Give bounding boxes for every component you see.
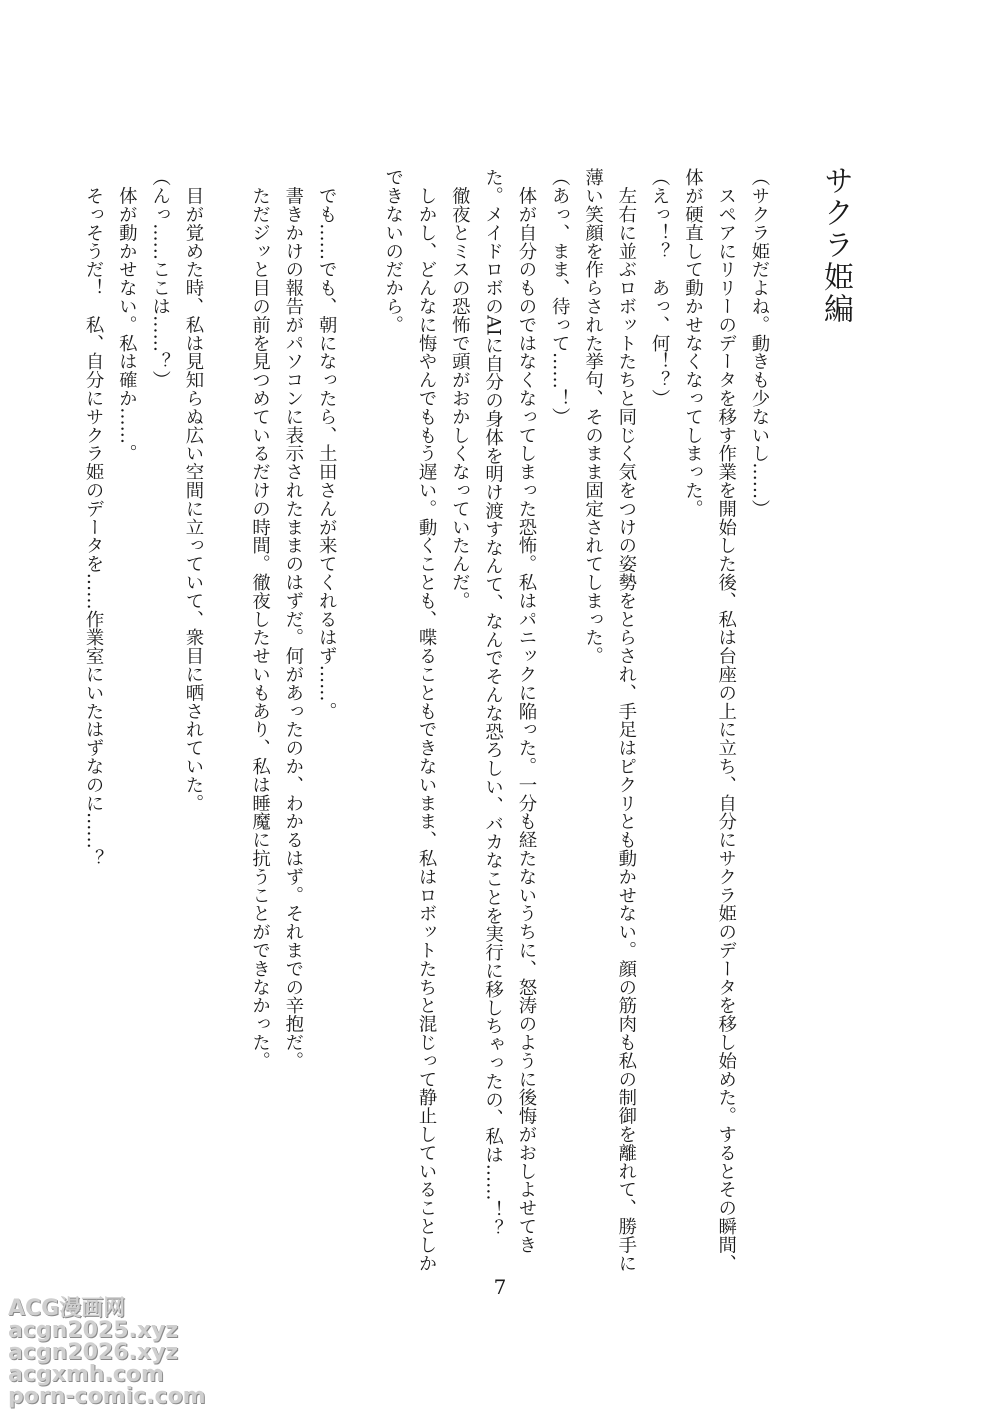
watermark-line: acgn2026.xyz [8, 1340, 179, 1365]
watermark-line: acgxmh.com [8, 1362, 164, 1387]
paragraph: （あっ、まま、待って……！） [549, 168, 571, 426]
paragraph: スペアにリリーのデータを移す作業を開始した後、私は台座の上に立ち、自分にサクラ姫のデータを移し始めた。するとその瞬間、体が硬直して動かせなくなってしまった。 [682, 168, 737, 1272]
paragraph: 左右に並ぶロボットたちと同じく気をつけの姿勢をとらされ、手足はピクリとも動かせない。顔の筋肉も私の制御を離れて、勝手に薄い笑顔を作らされた挙句、そのまま固定されてしまった。 [582, 168, 637, 1272]
paragraph: 目が覚めた時、私は見知らぬ広い空間に立っていて、衆目に晒されていた。 [182, 168, 204, 812]
watermark-line: porn-comic.com [8, 1384, 206, 1409]
paragraph: 徹夜とミスの恐怖で頭がおかしくなっていたんだ。 [449, 168, 471, 610]
paragraph: そっそうだ！ 私、自分にサクラ姫のデータを……作業室にいたはずなのに……？ [83, 168, 105, 868]
page-number: 7 [493, 1275, 507, 1299]
paragraph: でも……でも、朝になったら、土田さんが来てくれるはず……。 [316, 168, 338, 720]
site-watermark [0, 1292, 214, 1414]
paragraph: 体が自分のものではなくなってしまった恐怖。私はパニックに陥った。一分も経たないうちに、怒涛のように後悔がおしよせてきた。メイドロボのAIに自分の身体を明け渡すなんて、なんでそんな恐ろしい、バカなことを実行に移しちゃったの、私は……！？ [482, 168, 537, 1254]
paragraph: （サクラ姫だよね。動きも少ないし……） [749, 168, 770, 518]
blank-line [210, 168, 243, 1278]
watermark-line: ACG漫画网 [8, 1296, 126, 1321]
body-text [83, 168, 776, 1278]
paragraph: 書きかけの報告がパソコンに表示されたままのはずだ。何があったのか、わかるはず。それまでの辛抱だ。 [282, 168, 304, 1070]
blank-line [343, 168, 376, 1278]
paragraph: （えっ！？ あっ、何！？） [649, 168, 671, 408]
paragraph: ただジッと目の前を見つめているだけの時間。徹夜したせいもあり、私は睡魔に抗うことができなかった。 [249, 168, 271, 1070]
paragraph: （んっ……ここは……？） [149, 168, 171, 389]
paragraph: しかし、どんなに悔やんでももう遅い。動くことも、喋ることもできないまま、私はロボットたちと混じって静止していることしかできないのだから。 [382, 168, 438, 1272]
paragraph: 体が動かせない。私は確か……。 [116, 168, 138, 463]
chapter-title: サクラ姫編 [818, 165, 853, 325]
watermark-line: acgn2025.xyz [8, 1318, 179, 1343]
